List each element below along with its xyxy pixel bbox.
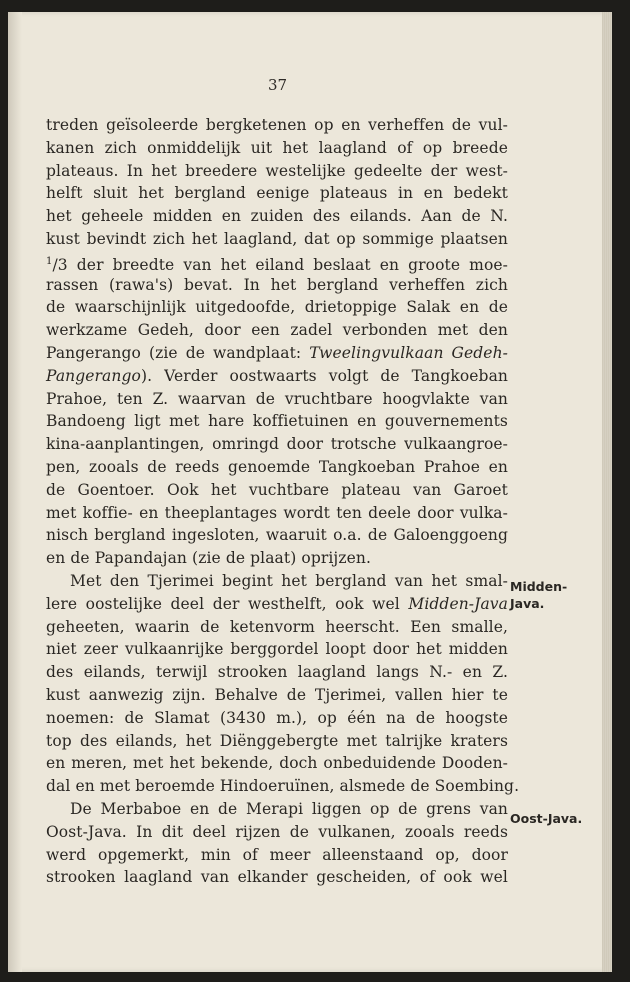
text-line: kust aanwezig zijn. Behalve de Tjerimei, vallen hier te [46,685,508,704]
line-text: ). Verder oostwaarts volgt de Tangkoeban [140,366,508,385]
text-line [46,251,508,274]
page-number: 37 [268,76,288,94]
text-line [46,342,508,365]
text-line: treden geïsoleerde bergketenen op en verheffen de vul- [46,116,508,134]
text-line: werkzame Gedeh, door een zadel verbonden met den [46,321,508,340]
margin-note-oost-java: Oost-Java. [510,811,583,826]
text-line: kanen zich onmiddelijk uit het laagland of op breede [46,138,508,157]
text-line: plateaus. In het breedere westelijke gedeelte der west- [46,161,508,180]
text-line: en meren, met het bekende, doch onbeduidende Dooden- [46,754,508,773]
line-text: lere oostelijke deel der westhelft, ook wel [46,594,409,613]
text-line: noemen: de Slamat (3430 m.), op één na de hoogste [46,708,508,727]
text-line: nisch bergland ingesloten, waaruit o.a. de Galoenggoeng [46,526,508,545]
line-text: /3 der breedte van het eiland beslaat en groote moe- [52,255,508,274]
italic-title: Pangerango [46,366,141,385]
text-line: kust bevindt zich het laagland, dat op sommige plaatsen [46,229,508,248]
text-line: met koffie- en theeplantages wordt ten deele door vulka- [46,503,508,522]
page-edge [602,12,612,972]
text-line: Bandoeng ligt met hare koffietuinen en gouvernements [46,412,508,431]
text-line: en de Papandajan (zie de plaat) oprijzen. [46,549,371,568]
text-line: werd opgemerkt, min of meer alleenstaand op, door [46,845,508,864]
text-line: de Goentoer. Ook het vuchtbare plateau van Garoet [46,480,508,499]
text-line: De Merbaboe en de Merapi liggen op de grens van [70,799,508,818]
line-text: Pangerango (zie de wandplaat: [46,343,310,362]
text-line: Met den Tjerimei begint het bergland van het smal- [70,571,508,590]
italic-term: Midden-Java [408,594,508,613]
text-line [46,365,508,388]
text-line: pen, zooals de reeds genoemde Tangkoeban Prahoe en [46,457,508,476]
text-line: Prahoe, ten Z. waarvan de vruchtbare hoogvlakte van [46,389,508,408]
italic-title: Tweelingvulkaan Gedeh- [309,343,508,362]
book-page [8,12,612,972]
text-line: Oost-Java. In dit deel rijzen de vulkanen, zooals reeds [46,822,508,841]
text-line: helft sluit het bergland eenige plateaus in en bedekt [46,184,508,203]
text-line: des eilands, terwijl strooken laagland langs N.- en Z. [46,663,508,682]
text-line: geheeten, waarin de ketenvorm heerscht. Een smalle, [46,617,508,636]
page-spine-shadow [8,12,22,972]
text-line: top des eilands, het Diënggebergte met talrijke kraters [46,731,508,750]
text-line: kina-aanplantingen, omringd door trotsche vulkaangroe- [46,435,508,454]
text-line: rassen (rawa's) bevat. In het bergland verheffen zich [46,275,508,294]
text-line [46,593,508,616]
text-line: strooken laagland van elkander gescheiden, of ook wel [46,868,508,887]
margin-note-line: Java. [510,596,545,611]
margin-note-midden-java [510,578,567,612]
text-line: niet zeer vulkaanrijke berggordel loopt door het midden [46,640,508,659]
margin-note-line: Midden- [510,579,568,594]
body-text [46,114,520,889]
text-line: dal en met beroemde Hindoeruïnen, alsmede de Soembing. [46,777,520,796]
superscript-fraction: 1 [46,255,53,267]
text-line: het geheele midden en zuiden des eilands. Aan de N. [46,207,508,226]
text-line: de waarschijnlijk uitgedoofde, drietoppige Salak en de [46,298,508,317]
